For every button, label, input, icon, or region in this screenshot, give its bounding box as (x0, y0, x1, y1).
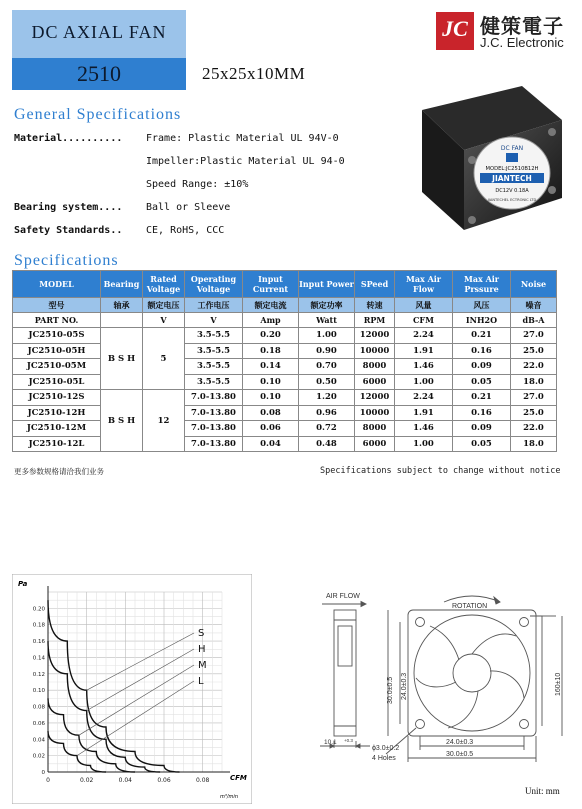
cell-rated-voltage: 12 (143, 390, 185, 452)
cell-power: 0.48 (299, 436, 355, 452)
cell-cfm: 1.00 (395, 374, 453, 390)
chart-xlabel: CFM (230, 774, 247, 782)
cell-pressure: 0.09 (453, 359, 511, 375)
unit-cell: dB-A (511, 313, 557, 328)
dimension-drawing (316, 586, 570, 776)
company-name-english: J.C. Electronic (480, 35, 564, 50)
header-dimension: 25x25x10MM (202, 64, 306, 83)
unit-note: Unit: mm (525, 786, 560, 796)
col-cn: 风压 (453, 298, 511, 313)
gs-label-bearing: Bearing system.... (14, 202, 123, 213)
y-tick-label: 0.20 (32, 606, 45, 613)
col-model: MODEL (13, 271, 101, 298)
note-change-notice: Specifications subject to change without notice (320, 466, 561, 476)
cell-bearing: B S H (101, 390, 143, 452)
label-hole: ϕ3.0±0.2 (372, 745, 400, 752)
gs-value-safety: CE, RoHS, CCC (146, 225, 225, 236)
cell-pressure: 0.21 (453, 328, 511, 344)
cell-rated-voltage: 5 (143, 328, 185, 390)
header-model: 2510 (77, 61, 121, 86)
unit-cell (101, 313, 143, 328)
spec-header-cn-row (13, 298, 557, 313)
cell-current: 0.18 (243, 343, 299, 359)
company-name-chinese: 健策電子 (480, 14, 564, 38)
col-input-current: Input Current (243, 271, 299, 298)
chart-ylabel: Pa (18, 580, 28, 588)
cell-op: 3.5-5.5 (185, 343, 243, 359)
cell-current: 0.10 (243, 390, 299, 406)
col-air-pressure: Max Air Prssure (453, 271, 511, 298)
cell-noise: 22.0 (511, 421, 557, 437)
unit-cell: INH2O (453, 313, 511, 328)
label-width-outer: 30.0±0.5 (446, 751, 474, 758)
cell-noise: 25.0 (511, 405, 557, 421)
cell-op: 7.0-13.80 (185, 421, 243, 437)
x-tick-label: 0.02 (79, 777, 94, 784)
cell-model: JC2510-05L (13, 374, 101, 390)
note-chinese: 更多参数规格请洽我们业务 (14, 467, 104, 476)
table-row (13, 359, 557, 375)
cell-pressure: 0.21 (453, 390, 511, 406)
cell-power: 0.70 (299, 359, 355, 375)
cell-op: 3.5-5.5 (185, 374, 243, 390)
table-row (13, 421, 557, 437)
cell-op: 3.5-5.5 (185, 328, 243, 344)
gs-value-frame: Frame: Plastic Material UL 94V-0 (146, 133, 339, 144)
col-cn: 型号 (13, 298, 101, 313)
label-rotation: ROTATION (452, 603, 488, 610)
y-tick-label: 0.02 (32, 753, 45, 760)
cell-current: 0.14 (243, 359, 299, 375)
table-row (13, 436, 557, 452)
cell-current: 0.08 (243, 405, 299, 421)
gs-label-safety: Safety Standards.. (14, 225, 123, 236)
cell-op: 7.0-13.80 (185, 390, 243, 406)
cell-current: 0.20 (243, 328, 299, 344)
label-height-inner: 24.0±0.3 (401, 672, 408, 700)
col-input-power: Input Power (299, 271, 355, 298)
col-speed: SPeed (355, 271, 395, 298)
cell-noise: 27.0 (511, 328, 557, 344)
cell-power: 0.50 (299, 374, 355, 390)
cell-noise: 18.0 (511, 436, 557, 452)
cell-rpm: 10000 (355, 405, 395, 421)
cell-rpm: 12000 (355, 390, 395, 406)
spec-title: Specifications (14, 252, 119, 269)
gs-value-bearing: Ball or Sleeve (146, 202, 231, 213)
x-tick-label: 0.06 (157, 777, 171, 784)
y-tick-label: 0.16 (32, 639, 45, 646)
cell-model: JC2510-05S (13, 328, 101, 344)
series-label-s: S (198, 628, 205, 639)
col-cn: 工作电压 (185, 298, 243, 313)
general-spec-title: General Specifications (14, 106, 182, 123)
x-tick-label: 0.04 (118, 777, 133, 784)
cell-cfm: 1.46 (395, 359, 453, 375)
chart-xunit: m³/min (220, 794, 238, 800)
cell-pressure: 0.05 (453, 436, 511, 452)
cell-model: JC2510-12M (13, 421, 101, 437)
cell-rpm: 12000 (355, 328, 395, 344)
cell-cfm: 1.46 (395, 421, 453, 437)
table-row (13, 328, 557, 344)
cell-noise: 27.0 (511, 390, 557, 406)
cell-bearing: B S H (101, 328, 143, 390)
fan-label-model: MODEL:JC2510B12H (485, 166, 539, 172)
label-wire-length: 160±10 (555, 672, 562, 696)
unit-cell: V (143, 313, 185, 328)
cell-noise: 22.0 (511, 359, 557, 375)
pq-chart (12, 574, 252, 804)
y-tick-label: 0.18 (32, 622, 45, 629)
table-row (13, 405, 557, 421)
header-title-box (12, 10, 186, 58)
cell-rpm: 8000 (355, 359, 395, 375)
cell-power: 0.96 (299, 405, 355, 421)
cell-current: 0.04 (243, 436, 299, 452)
spec-units-row (13, 313, 557, 328)
label-width-inner: 24.0±0.3 (446, 739, 474, 746)
logo-mark: JC (442, 16, 468, 41)
label-height-outer: 30.0±0.5 (387, 676, 394, 704)
cell-op: 7.0-13.80 (185, 436, 243, 452)
col-cn: 风量 (395, 298, 453, 313)
col-cn: 额定电流 (243, 298, 299, 313)
y-tick-label: 0.14 (32, 655, 45, 662)
company-logo-icon (436, 12, 474, 50)
col-cn: 额定电压 (143, 298, 185, 313)
cell-power: 0.72 (299, 421, 355, 437)
cell-power: 1.00 (299, 328, 355, 344)
y-tick-label: 0.04 (32, 737, 45, 744)
y-tick-label: 0.12 (32, 671, 45, 678)
spec-header-row (13, 271, 557, 298)
cell-cfm: 1.91 (395, 343, 453, 359)
cell-model: JC2510-12L (13, 436, 101, 452)
fan-label-line1: DC FAN (500, 145, 524, 152)
fan-label-company: JIANTECHEL ECTRONIC LTD (487, 198, 537, 202)
y-tick-label: 0 (41, 770, 45, 776)
cell-pressure: 0.16 (453, 405, 511, 421)
fan-product-image (412, 80, 572, 240)
cell-power: 0.90 (299, 343, 355, 359)
table-row (13, 374, 557, 390)
fan-label-rating: DC12V 0.18A (495, 188, 529, 194)
y-tick-label: 0.08 (32, 704, 45, 711)
series-label-l: L (198, 676, 204, 687)
cell-model: JC2510-05H (13, 343, 101, 359)
col-air-flow: Max Air Flow (395, 271, 453, 298)
gs-value-impeller: Impeller:Plastic Material UL 94-0 (146, 156, 345, 167)
col-cn: 轴承 (101, 298, 143, 313)
cell-model: JC2510-12H (13, 405, 101, 421)
gs-value-speed-range: Speed Range: ±10% (146, 179, 249, 190)
label-air-flow: AIR FLOW (326, 593, 360, 600)
cell-cfm: 1.00 (395, 436, 453, 452)
label-thickness: 10.1 (324, 739, 337, 746)
header-title: DC AXIAL FAN (31, 22, 167, 42)
cell-rpm: 10000 (355, 343, 395, 359)
table-row (13, 390, 557, 406)
header-model-box (12, 58, 186, 90)
cell-pressure: 0.05 (453, 374, 511, 390)
cell-current: 0.06 (243, 421, 299, 437)
cell-rpm: 6000 (355, 374, 395, 390)
col-cn: 转速 (355, 298, 395, 313)
cell-op: 3.5-5.5 (185, 359, 243, 375)
cell-cfm: 2.24 (395, 328, 453, 344)
label-holes: 4 Holes (372, 755, 396, 762)
cell-model: JC2510-12S (13, 390, 101, 406)
y-tick-label: 0.06 (32, 720, 45, 727)
unit-cell: PART NO. (13, 313, 101, 328)
spec-table (12, 270, 557, 452)
cell-pressure: 0.16 (453, 343, 511, 359)
cell-current: 0.10 (243, 374, 299, 390)
label-thickness-tol: +0.3 (344, 738, 353, 743)
fan-label-brand: JIANTECH (492, 174, 532, 183)
cell-model: JC2510-05M (13, 359, 101, 375)
col-operating-voltage: Operating Voltage (185, 271, 243, 298)
unit-cell: CFM (395, 313, 453, 328)
table-row (13, 343, 557, 359)
cell-rpm: 6000 (355, 436, 395, 452)
cell-cfm: 1.91 (395, 405, 453, 421)
cell-op: 7.0-13.80 (185, 405, 243, 421)
unit-cell: RPM (355, 313, 395, 328)
cell-noise: 18.0 (511, 374, 557, 390)
unit-cell: Amp (243, 313, 299, 328)
x-tick-label: 0 (46, 777, 50, 784)
col-cn: 噪音 (511, 298, 557, 313)
cell-cfm: 2.24 (395, 390, 453, 406)
col-noise: Noise (511, 271, 557, 298)
col-rated-voltage: Rated Voltage (143, 271, 185, 298)
x-tick-label: 0.08 (195, 777, 210, 784)
unit-cell: Watt (299, 313, 355, 328)
y-tick-label: 0.10 (32, 688, 45, 695)
front-view-frame (408, 610, 536, 736)
cell-pressure: 0.09 (453, 421, 511, 437)
unit-cell: V (185, 313, 243, 328)
side-view-frame (334, 610, 356, 736)
cell-rpm: 8000 (355, 421, 395, 437)
series-label-h: H (198, 644, 206, 655)
gs-label-material: Material.......... (14, 133, 123, 144)
col-bearing: Bearing (101, 271, 143, 298)
col-cn: 额定功率 (299, 298, 355, 313)
cell-power: 1.20 (299, 390, 355, 406)
cell-noise: 25.0 (511, 343, 557, 359)
series-label-m: M (198, 660, 207, 671)
